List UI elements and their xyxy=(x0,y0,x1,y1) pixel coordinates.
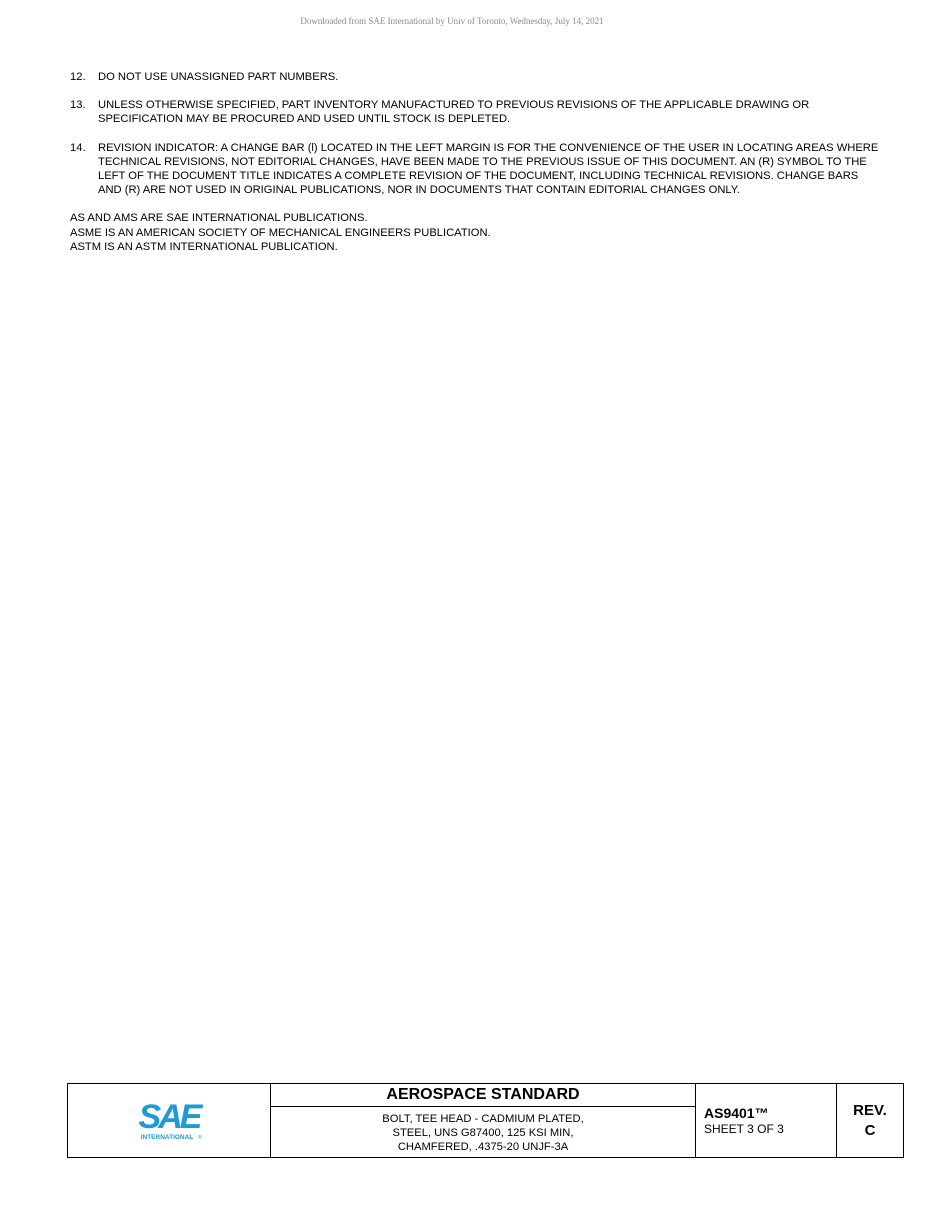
revision-value: C xyxy=(864,1121,876,1139)
logo-cell xyxy=(68,1084,271,1157)
download-note: Downloaded from SAE International by Univ of Toronto, Wednesday, July 14, 2021 xyxy=(300,16,604,26)
note-number: 12. xyxy=(70,71,86,83)
notes-section xyxy=(70,70,880,254)
publications-list xyxy=(70,211,880,254)
sae-logo-icon xyxy=(129,1097,209,1145)
publication-line: AS AND AMS ARE SAE INTERNATIONAL PUBLICATIONS. xyxy=(70,212,368,225)
description-line: BOLT, TEE HEAD - CADMIUM PLATED, xyxy=(382,1113,584,1125)
note-number: 13. xyxy=(70,99,86,112)
title-cell xyxy=(271,1084,696,1157)
revision-cell xyxy=(837,1084,903,1157)
description-line: STEEL, UNS G87400, 125 KSI MIN, xyxy=(392,1127,574,1139)
document-number: AS9401™ xyxy=(704,1104,769,1121)
part-description xyxy=(271,1107,695,1157)
note-text: DO NOT USE UNASSIGNED PART NUMBERS. xyxy=(98,71,339,83)
publication-line: ASTM IS AN ASTM INTERNATIONAL PUBLICATION. xyxy=(70,240,338,253)
note-number: 14. xyxy=(70,141,86,154)
note-item xyxy=(70,70,880,84)
document-cell xyxy=(696,1084,837,1157)
note-text: UNLESS OTHERWISE SPECIFIED, PART INVENTORY MANUFACTURED TO PREVIOUS REVISIONS OF THE APPLICABLE DRAWING OR SPECIFICATION MAY BE PROCURED AND USED UNTIL STOCK IS DEPLETED. xyxy=(98,99,810,126)
svg-text:SAE: SAE xyxy=(138,1097,200,1136)
description-line: CHAMFERED, .4375-20 UNJF-3A xyxy=(397,1141,569,1153)
sheet-number: SHEET 3 OF 3 xyxy=(704,1121,784,1136)
svg-text:INTERNATIONAL: INTERNATIONAL xyxy=(140,1133,194,1141)
revision-label: REV. xyxy=(853,1101,887,1119)
note-text: REVISION INDICATOR: A CHANGE BAR (l) LOCATED IN THE LEFT MARGIN IS FOR THE CONVENIENCE OF THE USER IN LOCATING AREAS WHERE TECHNICAL REVISIONS, NOT EDITORIAL CHANGES, HAVE BEEN MADE TO THE PREVIOUS ISSUE OF THIS DOCUMENT. AN (R) SYMBOL TO THE LEFT OF THE DOCUMENT TITLE INDICATES A COMPLETE REVISION OF THE DOCUMENT, INCLUDING TECHNICAL REVISIONS. CHANGE BARS AND (R) ARE NOT USED IN ORIGINAL PUBLICATIONS, NOR IN DOCUMENTS THAT CONTAIN EDITORIAL CHANGES ONLY. xyxy=(98,141,879,197)
standard-heading: AEROSPACE STANDARD xyxy=(271,1084,695,1107)
svg-text:®: ® xyxy=(198,1134,202,1141)
note-item xyxy=(70,98,880,126)
note-item xyxy=(70,141,880,198)
title-block xyxy=(67,1083,904,1158)
publication-line: ASME IS AN AMERICAN SOCIETY OF MECHANICAL ENGINEERS PUBLICATION. xyxy=(70,226,491,239)
